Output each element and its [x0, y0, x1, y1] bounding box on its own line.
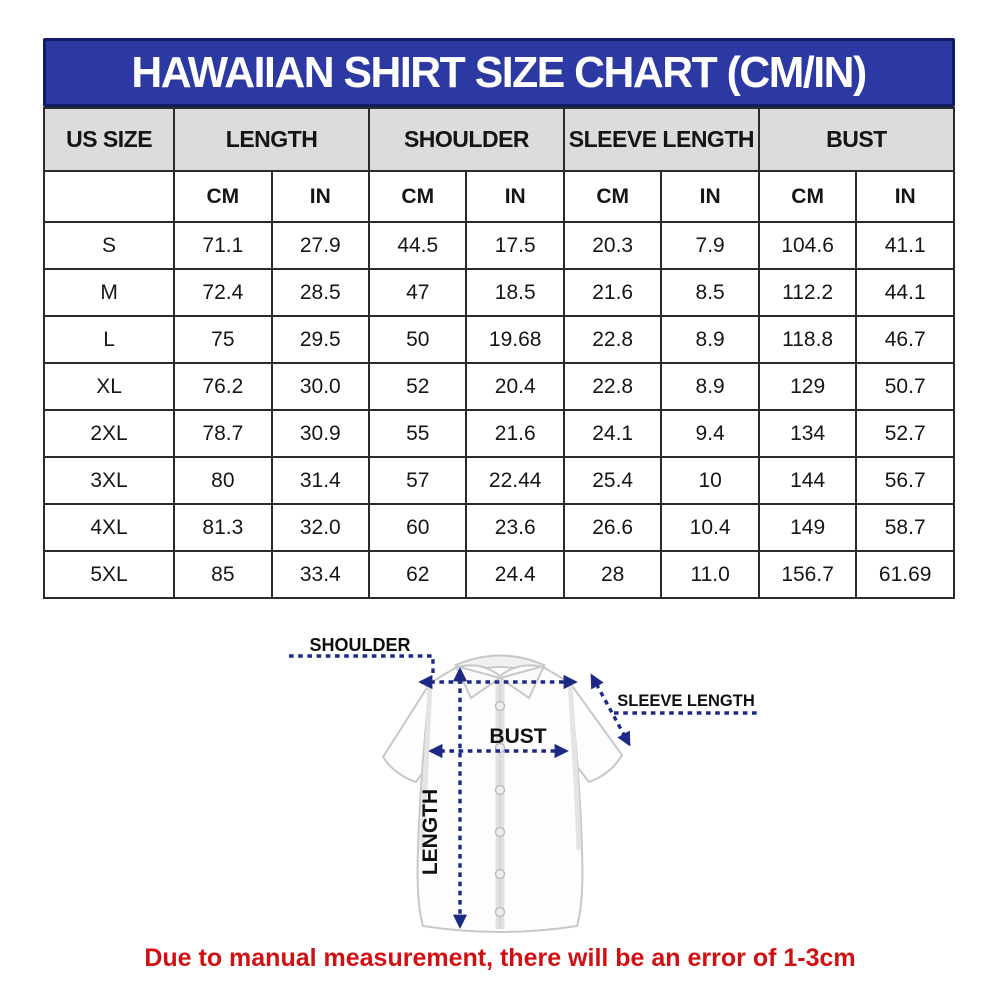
value-cell: 72.4 — [174, 269, 271, 316]
unit-cm-header: CM — [564, 171, 661, 222]
title-banner — [43, 38, 955, 107]
value-cell: 9.4 — [661, 410, 758, 457]
value-cell: 26.6 — [564, 504, 661, 551]
size-cell: 2XL — [44, 410, 174, 457]
empty-corner-cell — [44, 171, 174, 222]
size-cell: M — [44, 269, 174, 316]
value-cell: 20.4 — [466, 363, 563, 410]
value-cell: 8.9 — [661, 363, 758, 410]
value-cell: 32.0 — [272, 504, 369, 551]
value-cell: 61.69 — [856, 551, 954, 598]
value-cell: 25.4 — [564, 457, 661, 504]
unit-cm-header: CM — [174, 171, 271, 222]
value-cell: 134 — [759, 410, 857, 457]
unit-in-header: IN — [466, 171, 563, 222]
value-cell: 57 — [369, 457, 466, 504]
value-cell: 8.9 — [661, 316, 758, 363]
value-cell: 29.5 — [272, 316, 369, 363]
value-cell: 19.68 — [466, 316, 563, 363]
value-cell: 33.4 — [272, 551, 369, 598]
value-cell: 20.3 — [564, 222, 661, 269]
shoulder-callout-line — [289, 656, 433, 674]
table-row — [44, 316, 954, 363]
value-cell: 104.6 — [759, 222, 857, 269]
size-cell: S — [44, 222, 174, 269]
value-cell: 52.7 — [856, 410, 954, 457]
table-row — [44, 410, 954, 457]
sleeve-length-label: SLEEVE LENGTH — [617, 692, 755, 710]
size-cell: 4XL — [44, 504, 174, 551]
table-row — [44, 504, 954, 551]
value-cell: 21.6 — [564, 269, 661, 316]
table-row — [44, 222, 954, 269]
size-cell: XL — [44, 363, 174, 410]
value-cell: 50.7 — [856, 363, 954, 410]
value-cell: 22.44 — [466, 457, 563, 504]
value-cell: 156.7 — [759, 551, 857, 598]
value-cell: 52 — [369, 363, 466, 410]
size-table — [43, 107, 955, 599]
value-cell: 60 — [369, 504, 466, 551]
value-cell: 58.7 — [856, 504, 954, 551]
value-cell: 62 — [369, 551, 466, 598]
unit-in-header: IN — [661, 171, 758, 222]
value-cell: 11.0 — [661, 551, 758, 598]
value-cell: 18.5 — [466, 269, 563, 316]
value-cell: 55 — [369, 410, 466, 457]
value-cell: 17.5 — [466, 222, 563, 269]
value-cell: 28 — [564, 551, 661, 598]
value-cell: 46.7 — [856, 316, 954, 363]
value-cell: 80 — [174, 457, 271, 504]
size-cell: L — [44, 316, 174, 363]
value-cell: 10 — [661, 457, 758, 504]
table-row — [44, 457, 954, 504]
value-cell: 30.9 — [272, 410, 369, 457]
value-cell: 78.7 — [174, 410, 271, 457]
value-cell: 24.1 — [564, 410, 661, 457]
bust-label: BUST — [489, 725, 547, 748]
value-cell: 22.8 — [564, 363, 661, 410]
table-row — [44, 551, 954, 598]
value-cell: 129 — [759, 363, 857, 410]
value-cell: 149 — [759, 504, 857, 551]
shoulder-label: SHOULDER — [309, 635, 411, 655]
value-cell: 112.2 — [759, 269, 857, 316]
unit-cm-header: CM — [759, 171, 857, 222]
shirt-measurement-diagram — [0, 617, 1000, 947]
value-cell: 44.5 — [369, 222, 466, 269]
page-title: HAWAIIAN SHIRT SIZE CHART (CM/IN) — [131, 47, 867, 97]
value-cell: 8.5 — [661, 269, 758, 316]
value-cell: 30.0 — [272, 363, 369, 410]
value-cell: 31.4 — [272, 457, 369, 504]
value-cell: 76.2 — [174, 363, 271, 410]
table-row — [44, 363, 954, 410]
size-table-body — [44, 222, 954, 598]
value-cell: 47 — [369, 269, 466, 316]
value-cell: 144 — [759, 457, 857, 504]
value-cell: 24.4 — [466, 551, 563, 598]
value-cell: 23.6 — [466, 504, 563, 551]
value-cell: 7.9 — [661, 222, 758, 269]
measurement-error-note: Due to manual measurement, there will be an error of 1-3cm — [144, 944, 856, 972]
value-cell: 44.1 — [856, 269, 954, 316]
us-size-header: US SIZE — [44, 108, 174, 171]
value-cell: 27.9 — [272, 222, 369, 269]
value-cell: 85 — [174, 551, 271, 598]
bust-header: BUST — [759, 108, 954, 171]
value-cell: 118.8 — [759, 316, 857, 363]
value-cell: 56.7 — [856, 457, 954, 504]
value-cell: 81.3 — [174, 504, 271, 551]
size-cell: 5XL — [44, 551, 174, 598]
value-cell: 28.5 — [272, 269, 369, 316]
table-group-header-row — [44, 108, 954, 171]
value-cell: 71.1 — [174, 222, 271, 269]
value-cell: 50 — [369, 316, 466, 363]
length-label: LENGTH — [419, 788, 442, 876]
value-cell: 10.4 — [661, 504, 758, 551]
value-cell: 21.6 — [466, 410, 563, 457]
sleeve-length-header: SLEEVE LENGTH — [564, 108, 759, 171]
table-row — [44, 269, 954, 316]
size-cell: 3XL — [44, 457, 174, 504]
unit-in-header: IN — [272, 171, 369, 222]
value-cell: 75 — [174, 316, 271, 363]
value-cell: 41.1 — [856, 222, 954, 269]
value-cell: 22.8 — [564, 316, 661, 363]
shoulder-header: SHOULDER — [369, 108, 564, 171]
table-unit-header-row — [44, 171, 954, 222]
unit-in-header: IN — [856, 171, 954, 222]
length-header: LENGTH — [174, 108, 369, 171]
unit-cm-header: CM — [369, 171, 466, 222]
